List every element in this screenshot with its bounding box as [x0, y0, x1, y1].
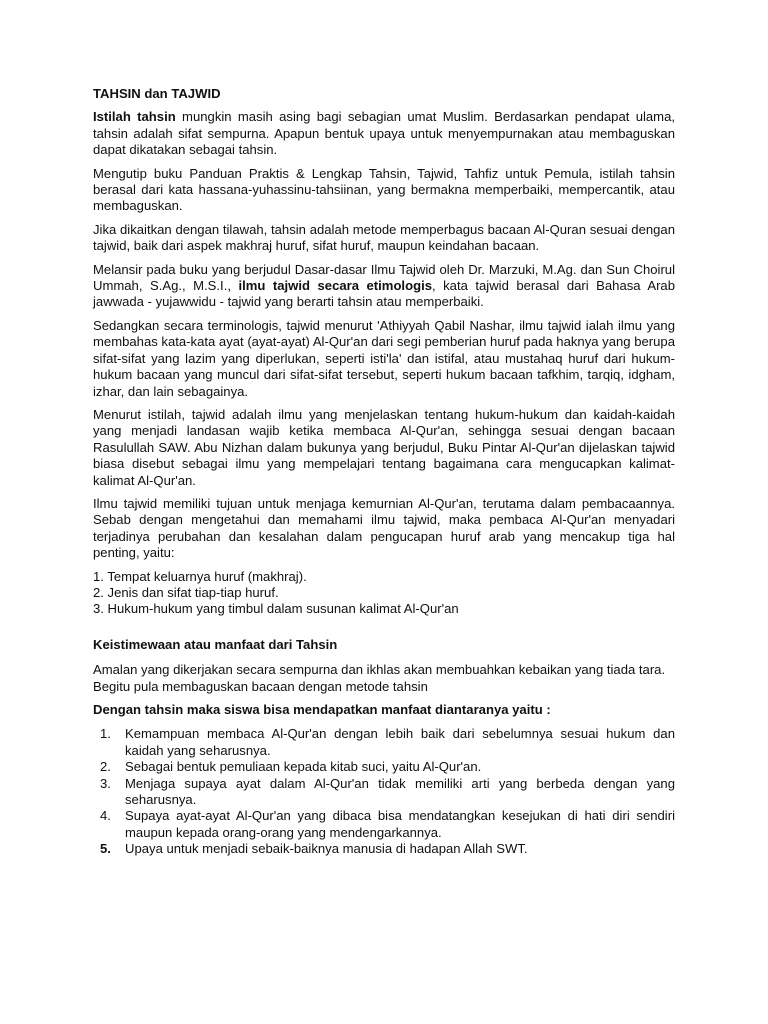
term-ilmu-tajwid-etimologis: ilmu tajwid secara etimologis — [238, 278, 432, 294]
list-item: 2. Jenis dan sifat tiap-tiap huruf. — [93, 584, 279, 600]
section-title-keistimewaan: Keistimewaan atau manfaat dari Tahsin — [93, 636, 338, 652]
benefit-item — [93, 726, 675, 759]
paragraph-tujuan-tajwid: Ilmu tajwid memiliki tujuan untuk menjaga kemurnian Al-Qur'an, terutama dalam pembacaannya. Sebab dengan mengetahui dan memahami ilmu tajwid, maka pembaca Al-Qur'an menyadari terjadinya perubahan dan kesalahan dalam pengucapan huruf arab yang mencakup tiga hal penting, yaitu: — [93, 495, 675, 561]
benefits-intro: Dengan tahsin maka siswa bisa mendapatkan manfaat diantaranya yaitu : — [93, 702, 551, 717]
paragraph-tilawah: Jika dikaitkan dengan tilawah, tahsin adalah metode memperbagus bacaan Al-Quran sesuai dengan tajwid, baik dari aspek makhraj huruf, sifat huruf, maupun keindahan bacaan. — [93, 221, 675, 254]
paragraph-text: , kata tajwid berasal dari Bahasa Arab jawwada - yujawwidu - tajwid yang berarti tahsin atau memperbaiki. — [93, 278, 675, 310]
benefit-number: 3. — [100, 775, 111, 791]
paragraph-etimologis — [93, 262, 675, 311]
benefit-number: 4. — [100, 808, 111, 824]
benefit-number: 5. — [100, 841, 111, 857]
benefit-text: Menjaga supaya ayat dalam Al-Qur'an tidak memiliki arti yang berbeda dengan yang seharusnya. — [125, 775, 675, 808]
benefit-item — [93, 841, 675, 857]
paragraph-istilah-tahsin — [93, 109, 675, 158]
paragraph-text: mungkin masih asing bagi sebagian umat Muslim. Berdasarkan pendapat ulama, tahsin adalah sifat sempurna. Apapun bentuk upaya untuk menyempurnakan atau membaguskan dapat dikatakan sebagai tahsin. — [93, 109, 675, 158]
benefit-text: Supaya ayat-ayat Al-Qur'an yang dibaca bisa mendatangkan kesejukan di hati diri sendiri maupun kepada orang-orang yang mendengarkannya. — [125, 808, 675, 840]
benefits-list — [93, 726, 675, 857]
paragraph-menurut-istilah: Menurut istilah, tajwid adalah ilmu yang menjelaskan tentang hukum-hukum dan kaidah-kaidah yang menjadi landasan wajib ketika membaca Al-Qur'an, sehingga sesuai dengan bacaan Rasulullah SAW. Abu Nizhan dalam bukunya yang berjudul, Buku Pintar Al-Qur'an dijelaskan tajwid biasa disebut sebagai ilmu yang mempelajari tentang bagaimana cara mengucapkan kalimat-kalimat Al-Qur'an. — [93, 406, 675, 488]
benefit-item — [93, 808, 675, 841]
benefit-number: 2. — [100, 759, 111, 775]
paragraph-mengutip-buku: Mengutip buku Panduan Praktis & Lengkap Tahsin, Tajwid, Tahfiz untuk Pemula, istilah tahsin berasal dari kata hassana-yuhassinu-tahsiinan, yang bermakna memperbaiki, mempercantik, atau membaguskan. — [93, 165, 675, 214]
benefit-item — [93, 759, 675, 775]
benefit-text: Kemampuan membaca Al-Qur'an dengan lebih baik dari sebelumnya sesuai hukum dan kaidah yang seharusnya. — [125, 726, 675, 758]
paragraph-text: Melansir pada buku yang berjudul Dasar-dasar Ilmu Tajwid oleh Dr. Marzuki, M.Ag. dan Sun Choirul Ummah, S.Ag., M.S.I., — [93, 261, 675, 294]
list-tiga-hal — [93, 569, 675, 618]
list-item: 3. Hukum-hukum yang timbul dalam susunan kalimat Al-Qur'an — [93, 601, 459, 617]
benefit-text: Sebagai bentuk pemuliaan kepada kitab suci, yaitu Al-Qur'an. — [125, 759, 482, 775]
paragraph-terminologis: Sedangkan secara terminologis, tajwid menurut 'Athiyyah Qabil Nashar, ilmu tajwid ialah ilmu yang membahas kata-kata ayat (ayat-ayat) Al-Qur'an dari segi pemberian huruf pada haknya yang berupa sifat-sifat yang lazim yang diperlukan, seperti isti'la' dan istifal, atau mustahaq huruf dari hukum-hukum bacaan yang muncul dari sifat-sifat tersebut, seperti hukum bacaan tafkhim, tarqiq, idgham, izhar, dan lain sebagainya. — [93, 317, 675, 399]
section-gap — [93, 618, 675, 637]
list-item: 1. Tempat keluarnya huruf (makhraj). — [93, 568, 307, 584]
paragraph-amalan: Amalan yang dikerjakan secara sempurna dan ikhlas akan membuahkan kebaikan yang tiada tara. Begitu pula membaguskan bacaan dengan metode tahsin — [93, 662, 666, 694]
document-title: TAHSIN dan TAJWID — [93, 86, 221, 101]
benefit-text: Upaya untuk menjadi sebaik-baiknya manusia di hadapan Allah SWT. — [125, 841, 528, 857]
benefit-item — [93, 776, 675, 809]
benefit-number: 1. — [100, 726, 111, 742]
term-istilah-tahsin: Istilah tahsin — [93, 109, 176, 125]
